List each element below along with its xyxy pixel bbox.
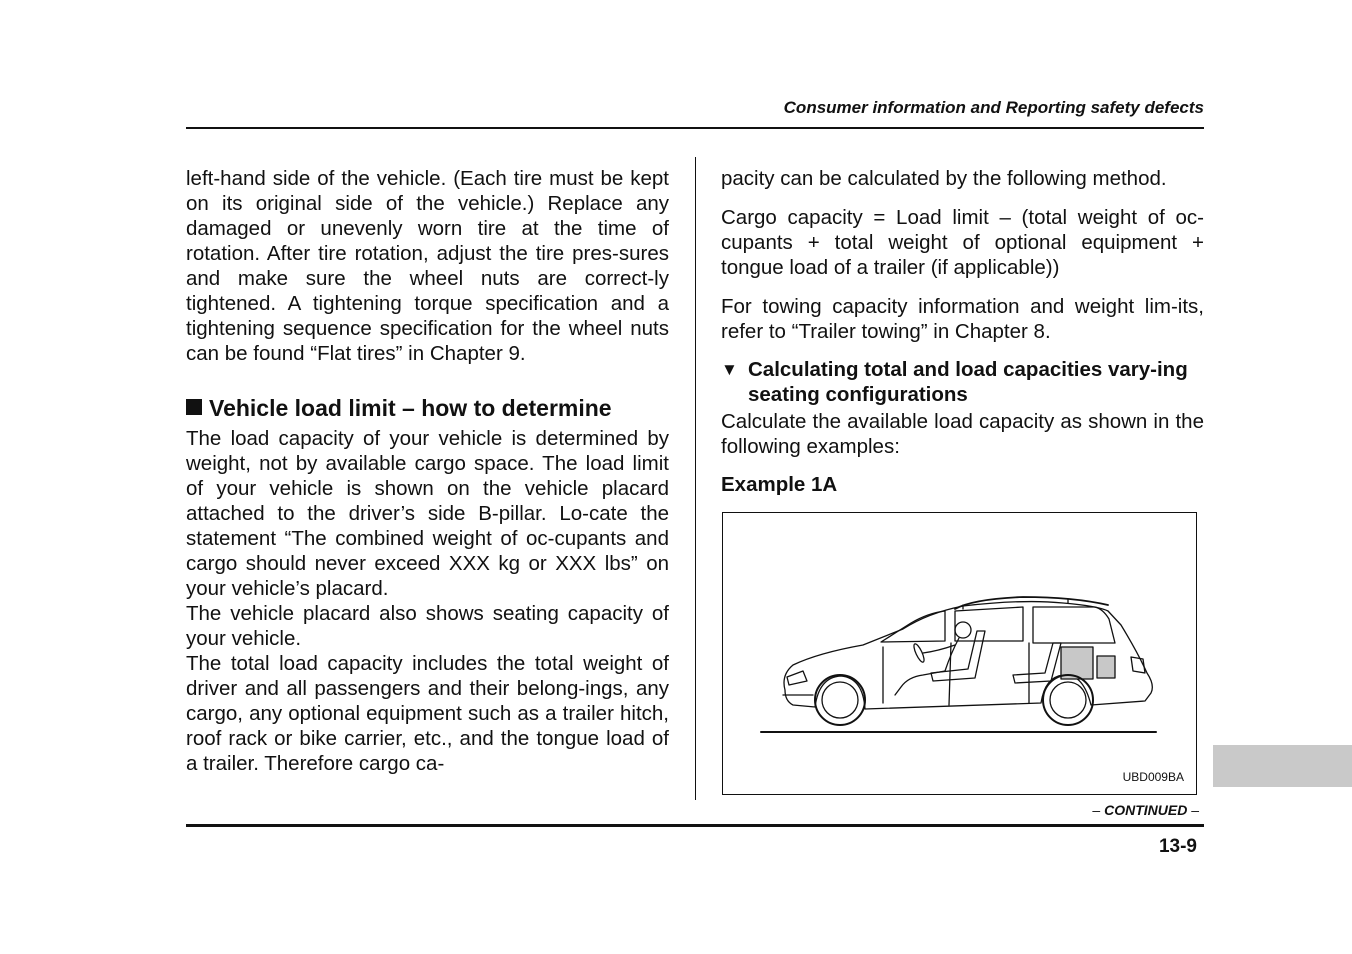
continued-label: CONTINUED bbox=[1104, 802, 1188, 818]
total-load-paragraph: The total load capacity includes the total weight of driver and all passengers and their belong-ings, any cargo, any optional equipment such as a trailer hitch, roof rack or bike carrier, etc., and the tongue load of a trailer. Therefore cargo ca- bbox=[186, 652, 669, 775]
door-line bbox=[949, 643, 951, 705]
windshield bbox=[881, 611, 945, 642]
column-divider bbox=[695, 157, 696, 800]
section-heading-text: Vehicle load limit – how to determine bbox=[209, 395, 612, 421]
continued-dash-left: – bbox=[1092, 802, 1101, 818]
rear-seat bbox=[1013, 643, 1061, 683]
front-window bbox=[955, 607, 1023, 641]
intro-paragraph: left-hand side of the vehicle. (Each tire must be kept on its original side of the vehicle.) Replace any damaged or unevenly worn tire at the time of rotation. After tire rotation, adjust the tire pres-sures and make sure the wheel nuts are correct-ly tightened. A tightening torque specification and a tightening sequence specification for the wheel nuts can be found “Flat tires” in Chapter 9. bbox=[186, 167, 669, 365]
header-rule bbox=[186, 127, 1204, 129]
square-bullet-icon bbox=[186, 399, 202, 415]
chapter-side-tab bbox=[1213, 745, 1352, 787]
towing-paragraph: For towing capacity information and weight lim-its, refer to “Trailer towing” in Chapter 8. bbox=[721, 295, 1204, 343]
seating-capacity-paragraph: The vehicle placard also shows seating capacity of your vehicle. bbox=[186, 602, 669, 650]
subheading bbox=[721, 357, 1204, 407]
section-heading bbox=[186, 393, 669, 423]
continued-note bbox=[1092, 802, 1199, 818]
cargo-box-small bbox=[1097, 656, 1115, 678]
page-header-title: Consumer information and Reporting safety defects bbox=[783, 98, 1204, 117]
continued-dash-right: – bbox=[1191, 802, 1199, 818]
continuation-paragraph: pacity can be calculated by the following method. bbox=[721, 167, 1167, 190]
formula-paragraph: Cargo capacity = Load limit – (total weight of oc-cupants + total weight of optional equipment + tongue load of a trailer (if applicable)) bbox=[721, 206, 1204, 279]
rear-wheel-rim bbox=[1050, 682, 1086, 718]
page-number: 13-9 bbox=[1158, 836, 1197, 857]
subheading-text: Calculating total and load capacities vary-ing seating configurations bbox=[748, 358, 1188, 406]
instruction-paragraph: Calculate the available load capacity as shown in the following examples: bbox=[721, 410, 1204, 458]
footer-rule bbox=[186, 824, 1204, 827]
load-capacity-paragraph: The load capacity of your vehicle is determined by weight, not by available cargo space. The load limit of your vehicle is shown on the vehicle placard attached to the driver’s side B-pillar. Lo-cate the statement “The combined weight of oc-cupants and cargo should never exceed XXX kg or XXX lbs” on your vehicle’s placard. bbox=[186, 427, 669, 600]
right-column bbox=[721, 166, 1204, 497]
car-body bbox=[784, 602, 1152, 709]
headlight bbox=[787, 671, 807, 685]
front-wheel-rim bbox=[822, 682, 858, 718]
vehicle-figure bbox=[722, 512, 1197, 795]
left-column bbox=[186, 166, 669, 776]
station-wagon-illustration bbox=[723, 513, 1198, 796]
rear-window bbox=[1033, 607, 1115, 643]
driver-head bbox=[955, 622, 971, 638]
figure-code: UBD009BA bbox=[1122, 770, 1184, 784]
example-label: Example 1A bbox=[721, 473, 838, 496]
triangle-down-icon: ▼ bbox=[721, 360, 738, 379]
